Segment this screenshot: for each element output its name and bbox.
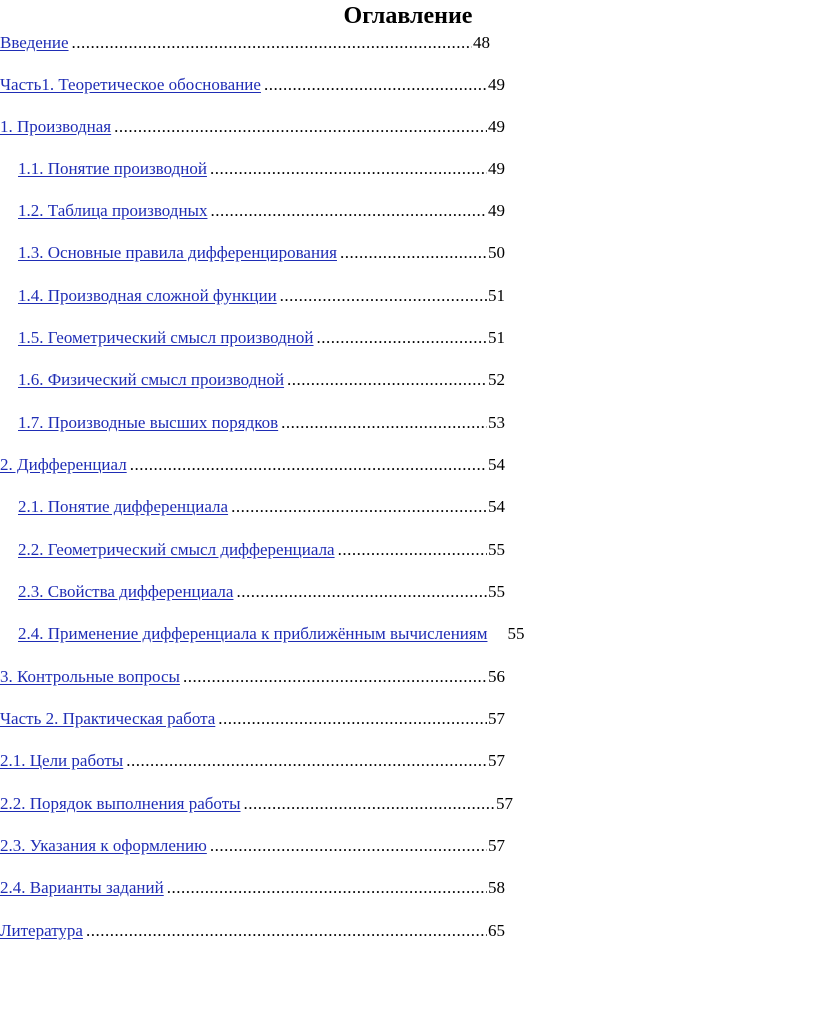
toc-link[interactable]: 1.4. Производная сложной функции (18, 286, 277, 305)
toc-link[interactable]: 2.1. Понятие дифференциала (18, 497, 229, 516)
toc-page-number: 54 (488, 455, 505, 474)
toc-entry-2-3 (18, 580, 505, 604)
toc-entry-2-4 (18, 622, 608, 646)
toc-page-number: 48 (473, 33, 490, 52)
dot-leader (210, 834, 487, 858)
toc-page-number: 49 (488, 117, 505, 136)
toc-link[interactable]: 3. Контрольные вопросы (0, 667, 180, 686)
toc-page-number: 55 (488, 582, 505, 601)
toc-page-number: 51 (488, 328, 505, 347)
toc-link[interactable]: 2.1. Цели работы (0, 751, 124, 770)
toc-page-number: 57 (488, 751, 505, 770)
toc-link[interactable]: 1.5. Геометрический смысл производной (18, 328, 314, 347)
toc-page-number: 55 (488, 540, 505, 559)
dot-leader (244, 792, 495, 816)
toc-entry-1-4 (18, 284, 505, 308)
toc-page-number: 49 (488, 159, 505, 178)
toc-entry-2-2 (18, 538, 505, 562)
toc-link[interactable]: 2.2. Геометрический смысл дифференциала (18, 540, 335, 559)
toc-entry-derivative (0, 115, 505, 139)
toc-link[interactable]: 1. Производная (0, 117, 112, 136)
toc-entry-differential (0, 453, 505, 477)
dot-leader (340, 241, 487, 265)
toc-entry-introduction (0, 31, 490, 55)
toc-page-number: 56 (488, 667, 505, 686)
toc-link[interactable]: 2.3. Свойства дифференциала (18, 582, 234, 601)
toc-link[interactable]: Часть 2. Практическая работа (0, 709, 216, 728)
toc-entry-1-7 (18, 411, 505, 435)
toc-page-number: 49 (488, 201, 505, 220)
dot-leader (210, 157, 487, 181)
toc-page-number: 52 (488, 370, 505, 389)
toc-entry-1-6 (18, 368, 505, 392)
toc-page-number: 58 (488, 878, 505, 897)
dot-leader (287, 368, 487, 392)
toc-link[interactable]: 2.2. Порядок выполнения работы (0, 794, 241, 813)
toc-entry-questions (0, 665, 505, 689)
toc-link[interactable]: 2. Дифференциал (0, 455, 127, 474)
toc-page-number: 55 (507, 624, 525, 643)
dot-leader (210, 199, 487, 223)
toc-link[interactable]: Введение (0, 33, 69, 52)
dot-leader (72, 31, 472, 55)
toc-link[interactable]: 1.1. Понятие производной (18, 159, 207, 178)
dot-leader (317, 326, 488, 350)
toc-page-number: 51 (488, 286, 505, 305)
toc-entry-1-2 (18, 199, 505, 223)
dot-leader (281, 411, 487, 435)
toc-page-number: 57 (496, 794, 513, 813)
toc-page-number: 65 (488, 921, 505, 940)
toc-entry-literature (0, 919, 505, 943)
dot-leader (236, 580, 487, 604)
toc-page-number: 53 (488, 413, 505, 432)
toc-link[interactable]: 1.7. Производные высших порядков (18, 413, 279, 432)
toc-entry-1-5 (18, 326, 505, 350)
toc-page-number: 57 (488, 836, 505, 855)
toc-link[interactable]: 1.6. Физический смысл производной (18, 370, 285, 389)
toc-link[interactable]: 2.4. Варианты заданий (0, 878, 164, 897)
dot-leader (130, 453, 487, 477)
dot-leader (264, 73, 487, 97)
dot-leader (218, 707, 487, 731)
toc-entry-2-1 (18, 495, 505, 519)
dot-leader (231, 495, 487, 519)
dot-leader (167, 876, 487, 900)
toc-link[interactable]: 2.3. Указания к оформлению (0, 836, 207, 855)
toc-link[interactable]: 2.4. Применение дифференциала к приближённым вычислениям (18, 624, 488, 643)
toc-entry-1-1 (18, 157, 505, 181)
toc-entry-part1 (0, 73, 505, 97)
toc-link[interactable]: Часть1. Теоретическое обоснование (0, 75, 261, 94)
dot-leader (183, 665, 487, 689)
dot-leader (126, 749, 487, 773)
dot-leader (280, 284, 487, 308)
toc-link[interactable]: 1.3. Основные правила дифференцирования (18, 243, 337, 262)
toc-entry-goals (0, 749, 505, 773)
page-title: Оглавление (343, 3, 473, 29)
toc-link[interactable]: Литература (0, 921, 83, 940)
toc-entry-procedure (0, 792, 513, 816)
toc-entry-1-3 (18, 241, 505, 265)
toc-entry-part2 (0, 707, 505, 731)
toc-page-number: 49 (488, 75, 505, 94)
dot-leader (338, 538, 487, 562)
toc-entry-variants (0, 876, 505, 900)
dot-leader (114, 115, 487, 139)
toc-page-number: 57 (488, 709, 505, 728)
dot-leader (86, 919, 487, 943)
toc-link[interactable]: 1.2. Таблица производных (18, 201, 208, 220)
toc-page-number: 50 (488, 243, 505, 262)
toc-entry-formatting (0, 834, 505, 858)
toc-page-number: 54 (488, 497, 505, 516)
